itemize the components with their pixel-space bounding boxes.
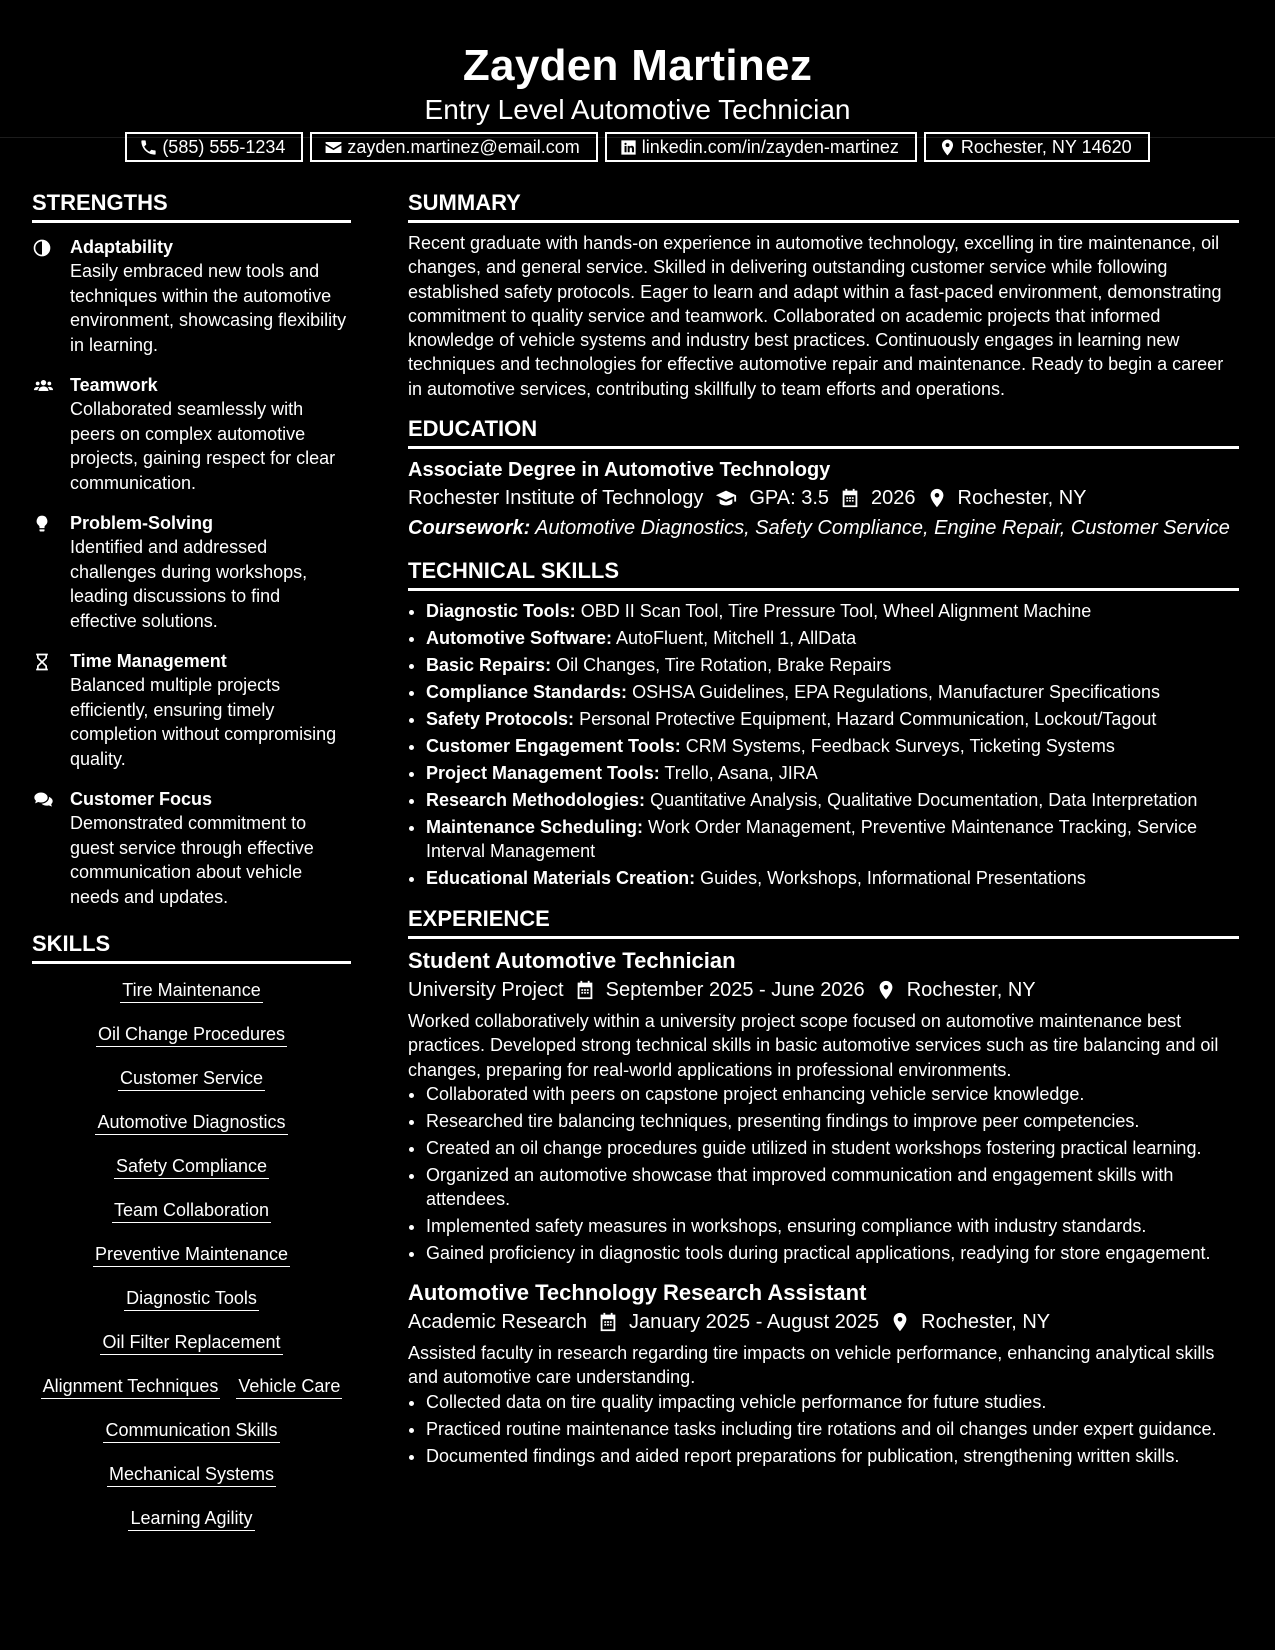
technical-skills-list — [408, 599, 1239, 890]
list-item: • Researched tire balancing techniques, presenting findings to improve peer competencies. — [426, 1109, 1239, 1133]
half-circle-icon — [32, 238, 52, 258]
tech-skill-value: CRM Systems, Feedback Surveys, Ticketing Systems — [685, 736, 1115, 757]
strength-item — [32, 787, 351, 909]
skill-tag: Preventive Maintenance — [93, 1242, 290, 1267]
job-entry — [408, 947, 1239, 1265]
strength-item — [32, 373, 351, 495]
job-bullets — [408, 1390, 1239, 1468]
skill-tag: Oil Filter Replacement — [100, 1330, 282, 1355]
summary-text: Recent graduate with hands-on experience in automotive technology, excelling in tire maintenance, oil changes, and general service. Skilled in delivering outstanding customer service while following established safety protocols. Eager to learn and adapt within a fast-paced environment, demonstrating commitment to quality service and teamwork. Collaborated on academic projects that informed knowledge of vehicle systems and industry best practices. Continuously engages in learning new techniques and technologies for effective automotive repair and maintenance. Ready to begin a career in automotive services, contributing skillfully to team efforts and operations. — [408, 233, 1224, 399]
technical-skills-heading: TECHNICAL SKILLS — [408, 556, 1239, 591]
location-pin-icon — [938, 138, 957, 157]
tech-skill-label: Compliance Standards: — [426, 682, 628, 703]
education-heading: EDUCATION — [408, 414, 1239, 449]
candidate-title: Entry Level Automotive Technician — [424, 94, 851, 125]
tech-skill-label: Customer Engagement Tools: — [426, 736, 681, 757]
location-pin-icon — [889, 1311, 911, 1333]
candidate-name: Zayden Martinez — [462, 41, 813, 90]
contact-phone-text: (585) 555-1234 — [162, 136, 286, 157]
summary-heading: SUMMARY — [408, 188, 1239, 223]
skill-tag: Mechanical Systems — [107, 1462, 276, 1487]
tech-skill-label: Automotive Software: — [426, 628, 613, 649]
tech-skill-value: OSHSA Guidelines, EPA Regulations, Manufacturer Specifications — [632, 682, 1161, 703]
list-item — [426, 734, 1239, 758]
coursework-list: Automotive Diagnostics, Safety Compliance, Engine Repair, Customer Service — [535, 517, 1230, 540]
strength-desc: Balanced multiple projects efficiently, ensuring timely completion without compromising quality. — [70, 675, 337, 769]
strength-item — [32, 511, 351, 633]
job-org: Academic Research — [408, 1310, 587, 1333]
contact-location-text: Rochester, NY 14620 — [960, 136, 1132, 157]
job-title: Student Automotive Technician — [408, 948, 736, 974]
degree-name: Associate Degree in Automotive Technology — [408, 459, 831, 482]
job-location: Rochester, NY — [921, 1310, 1051, 1333]
job-bullets — [408, 1082, 1239, 1265]
list-item: • Organized an automotive showcase that improved communication and engagement skills with attendees. — [426, 1163, 1239, 1211]
calendar-icon — [574, 979, 596, 1001]
list-item — [426, 761, 1239, 785]
tech-skill-label: Basic Repairs: — [426, 655, 552, 676]
skill-tag: Tire Maintenance — [120, 978, 262, 1003]
tech-skill-label: Safety Protocols: — [426, 709, 575, 730]
job-entry — [408, 1279, 1239, 1468]
tech-skill-label: Project Management Tools: — [426, 763, 660, 784]
list-item: • Gained proficiency in diagnostic tools during practical applications, readying for store engagement. — [426, 1241, 1239, 1265]
job-title: Automotive Technology Research Assistant — [408, 1279, 867, 1305]
graduation-year: 2026 — [871, 487, 916, 510]
list-item — [426, 788, 1239, 812]
tech-skill-label: Research Methodologies: — [426, 790, 646, 811]
job-org: University Project — [408, 979, 564, 1002]
list-item: • Created an oil change procedures guide utilized in student workshops fostering practical learning. — [426, 1136, 1239, 1160]
strength-name: Customer Focus — [70, 789, 213, 809]
job-meta — [408, 975, 1239, 1005]
list-item: • Collected data on tire quality impacting vehicle performance for future studies. — [426, 1390, 1239, 1414]
hourglass-icon — [32, 652, 52, 672]
skill-tag: Safety Compliance — [114, 1154, 269, 1179]
skill-tag: Automotive Diagnostics — [95, 1110, 287, 1135]
comments-icon — [32, 790, 55, 810]
gpa: GPA: 3.5 — [749, 487, 830, 510]
tech-skill-value: Personal Protective Equipment, Hazard Communication, Lockout/Tagout — [579, 709, 1157, 730]
tech-skill-label: Maintenance Scheduling: — [426, 817, 644, 838]
job-description: Worked collaboratively within a university project scope focused on automotive maintenance best practices. Developed strong technical skills in basic automotive services such as tire balancing and oil changes, preparing for real-world applications in professional environments. — [408, 1011, 1219, 1080]
lightbulb-icon — [32, 514, 52, 534]
tech-skill-label: Educational Materials Creation: — [426, 868, 696, 889]
strengths-list — [32, 235, 351, 909]
job-dates: September 2025 - June 2026 — [605, 979, 865, 1002]
strength-item — [32, 649, 351, 771]
skill-tag: Diagnostic Tools — [124, 1286, 259, 1311]
phone-icon — [139, 138, 158, 157]
contact-linkedin-text: linkedin.com/in/zayden-martinez — [641, 136, 899, 157]
strength-name: Adaptability — [70, 237, 174, 257]
list-item: • Documented findings and aided report preparations for publication, strengthening written skills. — [426, 1444, 1239, 1468]
contact-location — [924, 132, 1150, 162]
graduation-cap-icon — [713, 487, 739, 509]
tech-skill-value: Oil Changes, Tire Rotation, Brake Repairs — [556, 655, 892, 676]
education-meta — [408, 483, 1239, 513]
right-column — [408, 188, 1239, 1482]
strength-desc: Collaborated seamlessly with peers on complex automotive projects, gaining respect for clear communication. — [70, 399, 336, 493]
skill-tag: Vehicle Care — [236, 1374, 342, 1399]
skills-heading: SKILLS — [32, 929, 351, 964]
coursework-label: Coursework: — [408, 517, 531, 540]
tech-skill-label: Diagnostic Tools: — [426, 601, 576, 622]
contact-phone[interactable] — [125, 132, 303, 162]
strength-desc: Identified and addressed challenges during workshops, leading discussions to find effective solutions. — [70, 537, 308, 631]
strength-name: Time Management — [70, 651, 227, 671]
contact-bar — [0, 132, 1275, 162]
contact-email[interactable] — [310, 132, 597, 162]
list-item — [426, 653, 1239, 677]
skill-tag: Team Collaboration — [112, 1198, 271, 1223]
skill-tag: Alignment Techniques — [41, 1374, 221, 1399]
strengths-heading: STRENGTHS — [32, 188, 351, 223]
job-meta — [408, 1307, 1239, 1337]
tech-skill-value: Guides, Workshops, Informational Presentations — [700, 868, 1086, 889]
contact-email-text: zayden.martinez@email.com — [347, 136, 580, 157]
users-icon — [32, 376, 55, 396]
strength-name: Teamwork — [70, 375, 158, 395]
resume-header — [0, 0, 1275, 157]
list-item — [426, 707, 1239, 731]
contact-linkedin[interactable] — [605, 132, 917, 162]
experience-heading: EXPERIENCE — [408, 904, 1239, 939]
strength-desc: Demonstrated commitment to guest service through effective communication about vehicle needs and updates. — [70, 813, 314, 907]
list-item — [426, 815, 1239, 863]
calendar-icon — [597, 1311, 619, 1333]
skill-tag: Customer Service — [118, 1066, 265, 1091]
tech-skill-value: Quantitative Analysis, Qualitative Documentation, Data Interpretation — [650, 790, 1198, 811]
location-pin-icon — [875, 979, 897, 1001]
left-column — [32, 188, 351, 1550]
school-name: Rochester Institute of Technology — [408, 487, 704, 510]
linkedin-icon — [619, 138, 638, 157]
school-location: Rochester, NY — [957, 487, 1087, 510]
job-dates: January 2025 - August 2025 — [628, 1310, 880, 1333]
skill-tag: Communication Skills — [103, 1418, 279, 1443]
calendar-icon — [839, 487, 861, 509]
skill-tag: Learning Agility — [128, 1506, 254, 1531]
list-item: • Practiced routine maintenance tasks including tire rotations and oil changes under expert guidance. — [426, 1417, 1239, 1441]
list-item — [426, 626, 1239, 650]
list-item — [426, 680, 1239, 704]
tech-skill-value: OBD II Scan Tool, Tire Pressure Tool, Wheel Alignment Machine — [580, 601, 1092, 622]
tech-skill-value: AutoFluent, Mitchell 1, AllData — [616, 628, 857, 649]
coursework — [408, 513, 1239, 543]
skill-tag: Oil Change Procedures — [96, 1022, 287, 1047]
list-item — [426, 866, 1239, 890]
tech-skill-value: Work Order Management, Preventive Maintenance Tracking, Service Interval Management — [426, 817, 1197, 862]
strength-desc: Easily embraced new tools and techniques within the automotive environment, showcasing flexibility in learning. — [70, 261, 347, 355]
skills-list — [32, 978, 351, 1550]
strength-name: Problem-Solving — [70, 513, 214, 533]
location-pin-icon — [926, 487, 948, 509]
list-item: • Implemented safety measures in workshops, ensuring compliance with industry standards. — [426, 1214, 1239, 1238]
list-item: • Collaborated with peers on capstone project enhancing vehicle service knowledge. — [426, 1082, 1239, 1106]
job-location: Rochester, NY — [906, 979, 1036, 1002]
job-description: Assisted faculty in research regarding tire impacts on vehicle performance, enhancing analytical skills and automotive care understanding. — [408, 1342, 1215, 1388]
list-item — [426, 599, 1239, 623]
strength-item — [32, 235, 351, 357]
tech-skill-value: Trello, Asana, JIRA — [664, 763, 818, 784]
envelope-icon — [324, 138, 343, 157]
